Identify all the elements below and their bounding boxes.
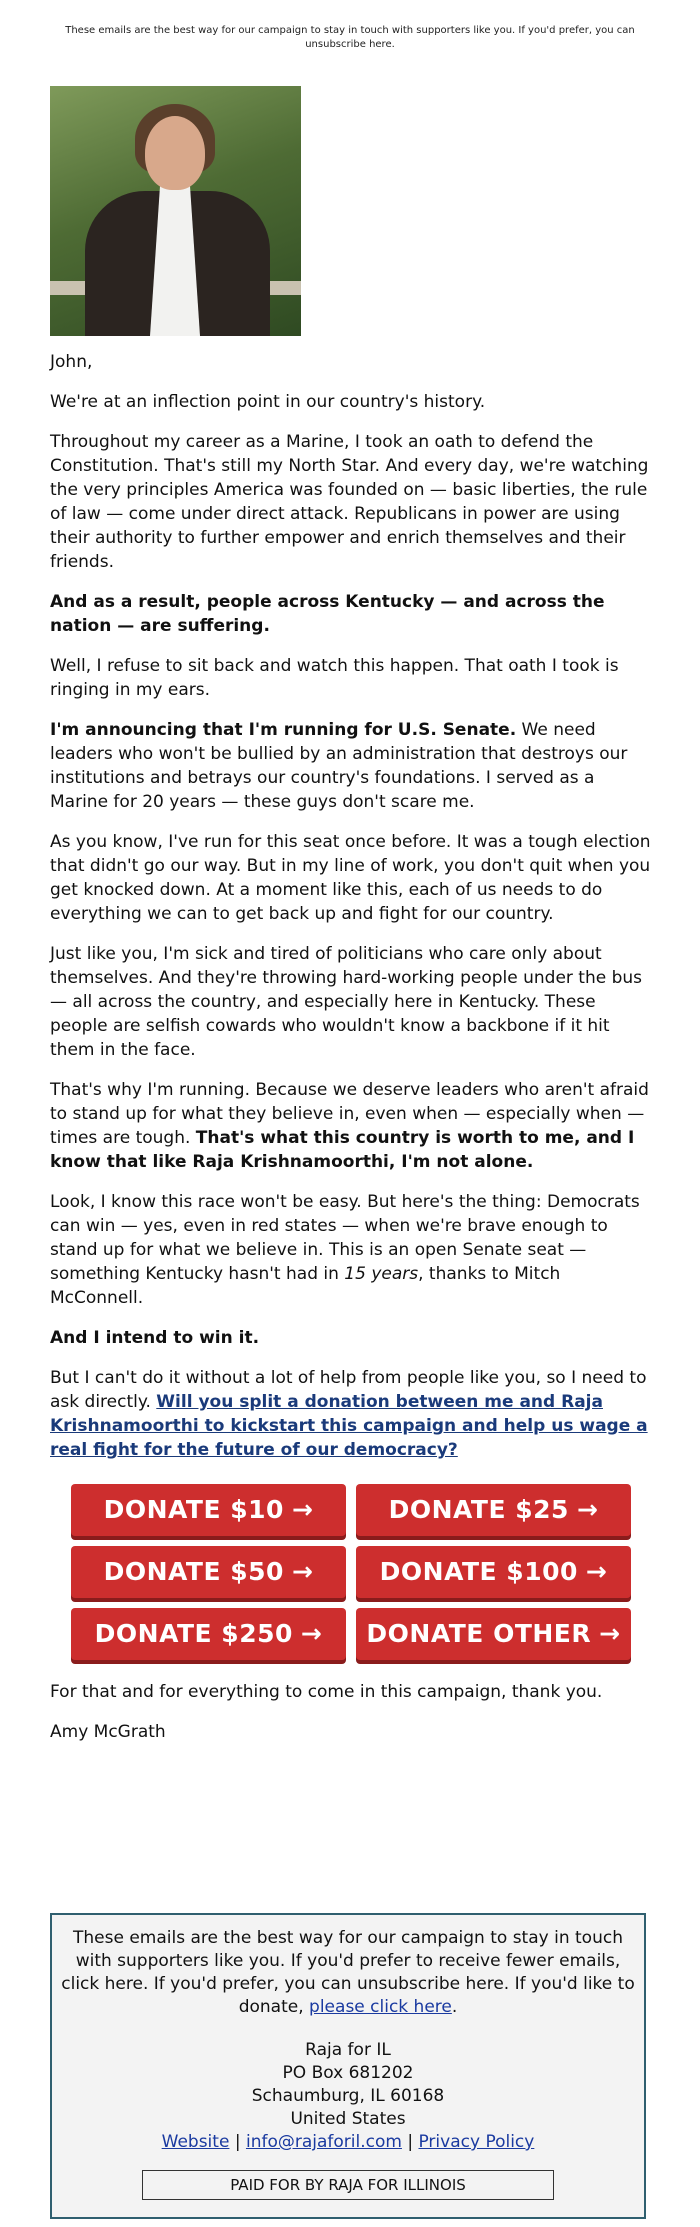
footer-box [50,1913,646,2219]
footer-links [60,2131,636,2154]
signature: Amy McGrath [50,1722,166,1742]
donate-100-label: DONATE $100 [379,1557,578,1586]
arrow-right-icon: → [300,1619,323,1648]
footer-donate-link[interactable]: please click here [309,1997,452,2017]
footer-address [60,2039,636,2154]
footer-message: These emails are the best way for our campaign to stay in touch with supporters like you. If you'd prefer to receive fewer emails, click here. If you'd prefer, you can unsubscribe here. If you'd like to donate, [61,1928,635,2017]
donate-100-button[interactable] [356,1546,631,1598]
donate-10-button[interactable] [71,1484,346,1536]
paragraph-11 [50,1366,655,1462]
footer-po-box: PO Box 681202 [282,2063,414,2083]
link-separator: | [234,2132,241,2152]
candidate-photo [50,86,301,336]
arrow-right-icon: → [576,1495,599,1524]
donate-25-label: DONATE $25 [388,1495,569,1524]
paragraph-6: As you know, I've run for this seat once before. It was a tough election that didn't go our way. But in my line of work, you don't quit when you get knocked down. At a moment like this, each of us needs to do everything we can to get back up and fight for our country. [50,832,651,924]
website-link[interactable]: Website [161,2132,230,2152]
ask-text: But I can't do it without a lot of help from people like you, so I need to ask directly. [50,1368,647,1412]
paragraph-7: Just like you, I'm sick and tired of politicians who care only about themselves. And they're throwing hard-working people under the bus — all across the country, and especially here in Kentucky. These people are selfish cowards who wouldn't know a backbone if it hit them in the face. [50,944,643,1060]
paragraph-1: We're at an inflection point in our country's history. [50,392,486,412]
paid-for-disclaimer: PAID FOR BY RAJA FOR ILLINOIS [142,2170,554,2200]
link-separator: | [407,2132,414,2152]
email-link[interactable]: info@rajaforil.com [245,2132,402,2152]
closing-line: For that and for everything to come in this campaign, thank you. [50,1682,603,1702]
donate-250-label: DONATE $250 [94,1619,293,1648]
paragraph-8 [50,1078,655,1174]
donation-ask-link[interactable]: Will you split a donation between me and Raja Krishnamoorthi to kickstart this campaign and help us wage a real fight for the future of our democracy? [50,1392,648,1460]
donate-25-button[interactable] [356,1484,631,1536]
paragraph-10-bold: And I intend to win it. [50,1328,260,1348]
paragraph-4: Well, I refuse to sit back and watch this happen. That oath I took is ringing in my ears. [50,656,619,700]
donate-other-label: DONATE OTHER [366,1619,592,1648]
footer-period: . [451,1997,458,2017]
paragraph-8-text: That's why I'm running. Because we deserve leaders who aren't afraid to stand up for what they believe in, even when — especially when — times are tough. [50,1080,649,1148]
paragraph-3 [50,590,655,638]
paragraph-9-italic: 15 years [344,1264,419,1284]
donate-50-label: DONATE $50 [103,1557,284,1586]
donate-button-grid [71,1484,655,1660]
paragraph-5-text: We need leaders who won't be bullied by an administration that destroys our institutions and betrays our country's foundations. I served as a Marine for 20 years — these guys don't scare me. [50,720,628,812]
paragraph-3-bold: And as a result, people across Kentucky — and across the nation — are suffering. [50,592,605,636]
paragraph-8-bold: That's what this country is worth to me, and I know that like Raja Krishnamoorthi, I'm not alone. [50,1128,635,1172]
footer-org: Raja for IL [305,2040,391,2060]
email-body [50,350,655,1760]
footer-text [60,1927,636,2019]
arrow-right-icon: → [599,1619,621,1648]
paragraph-9-end: , thanks to Mitch McConnell. [50,1264,561,1308]
donate-other-button[interactable] [356,1608,631,1660]
photo-face [145,116,205,190]
paragraph-10 [50,1326,655,1350]
donate-250-button[interactable] [71,1608,346,1660]
arrow-right-icon: → [585,1557,608,1586]
donate-10-label: DONATE $10 [103,1495,284,1524]
greeting: John, [50,352,93,372]
privacy-policy-link[interactable]: Privacy Policy [418,2132,535,2152]
paragraph-9-text: Look, I know this race won't be easy. But here's the thing: Democrats can win — yes, even in red states — when we're brave enough to stand up for what we believe in. This is an open Senate seat — something Kentucky hasn't had in [50,1192,640,1284]
paragraph-2: Throughout my career as a Marine, I took an oath to defend the Constitution. That's still my North Star. And every day, we're watching the very principles America was founded on — basic liberties, the rule of law — come under direct attack. Republicans in power are using their authority to further empower and enrich themselves and their friends. [50,432,649,572]
arrow-right-icon: → [291,1495,314,1524]
paragraph-9 [50,1190,655,1310]
donate-50-button[interactable] [71,1546,346,1598]
arrow-right-icon: → [291,1557,314,1586]
announcement-bold: I'm announcing that I'm running for U.S. Senate. [50,720,517,740]
footer-country: United States [290,2109,406,2129]
preheader-text: These emails are the best way for our campaign to stay in touch with supporters like you. If you'd prefer, you can unsubscribe here. [65,25,635,50]
paragraph-5 [50,718,655,814]
footer-city: Schaumburg, IL 60168 [251,2086,445,2106]
